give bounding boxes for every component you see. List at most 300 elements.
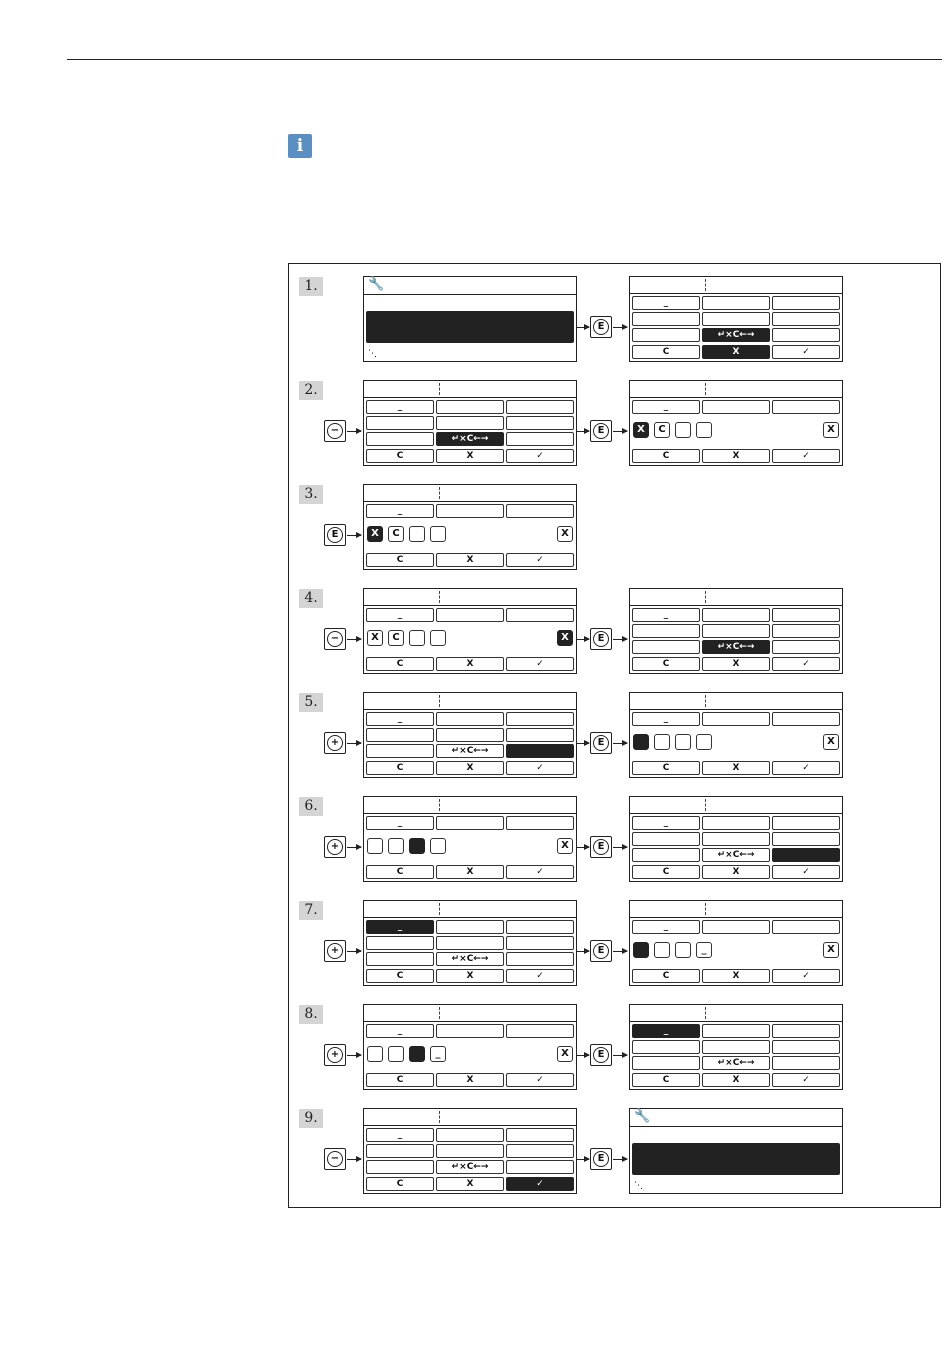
keypad-cell — [436, 816, 504, 830]
step-number: 5. — [299, 693, 323, 712]
edit-row — [633, 734, 839, 752]
cancel-button: X — [702, 345, 770, 359]
keypad-screen — [629, 1004, 843, 1090]
flow-arrow — [613, 743, 627, 744]
keypad-cell — [772, 608, 840, 622]
keypad-cell — [436, 920, 504, 934]
clear-button: C — [366, 761, 434, 775]
edit-box — [367, 838, 383, 854]
header-divider — [439, 695, 440, 707]
plus-key — [324, 1044, 346, 1066]
keypad-screen — [629, 276, 843, 362]
header-divider — [705, 383, 706, 395]
plus-key-glyph: + — [327, 1047, 343, 1063]
plus-key-glyph: + — [327, 735, 343, 751]
edit-box — [409, 838, 425, 854]
keypad-cell — [506, 1128, 574, 1142]
edit-screen — [363, 484, 577, 570]
edit-box: X — [367, 526, 383, 542]
step-number: 1. — [299, 277, 323, 296]
step-number: 9. — [299, 1109, 323, 1128]
enter-key — [590, 940, 612, 962]
enter-key-glyph: E — [593, 631, 609, 647]
ok-button: ✓ — [772, 761, 840, 775]
keypad-cell — [772, 816, 840, 830]
clear-button: C — [632, 1073, 700, 1087]
keypad-cell — [702, 608, 770, 622]
keypad-cell — [436, 1024, 504, 1038]
cancel-button: X — [436, 969, 504, 983]
clear-button: C — [366, 969, 434, 983]
keypad-cell — [772, 624, 840, 638]
menu-screen — [629, 1108, 843, 1194]
keypad-cell — [506, 920, 574, 934]
keypad-cell: _ — [632, 920, 700, 934]
minus-key — [324, 420, 346, 442]
plus-key-glyph: + — [327, 839, 343, 855]
cancel-icon: X — [823, 422, 839, 438]
keypad-cell: ↵×C←→ — [436, 1160, 504, 1174]
edit-row — [633, 942, 839, 960]
edit-box — [388, 838, 404, 854]
ok-button: ✓ — [772, 969, 840, 983]
keypad-cell — [506, 816, 574, 830]
keypad-screen — [629, 588, 843, 674]
edit-box — [654, 942, 670, 958]
flow-arrow — [577, 431, 589, 432]
flow-arrow — [347, 1159, 361, 1160]
keypad-cell — [506, 416, 574, 430]
cancel-icon: X — [557, 526, 573, 542]
flow-arrow — [347, 431, 361, 432]
keypad-cell — [366, 1160, 434, 1174]
edit-box — [409, 630, 425, 646]
clear-button: C — [366, 449, 434, 463]
flow-arrow — [347, 847, 361, 848]
keypad-cell — [702, 712, 770, 726]
keypad-cell: _ — [366, 400, 434, 414]
cancel-icon: X — [823, 734, 839, 750]
keypad-cell — [436, 712, 504, 726]
enter-key — [590, 1044, 612, 1066]
scroll-indicator-icon: ⋱ — [634, 1181, 643, 1191]
keypad-cell — [702, 312, 770, 326]
keypad-cell — [632, 1056, 700, 1070]
ok-button: ✓ — [506, 969, 574, 983]
keypad-screen — [363, 900, 577, 986]
cancel-icon: X — [557, 630, 573, 646]
keypad-cell — [702, 920, 770, 934]
keypad-cell: ↵×C←→ — [436, 432, 504, 446]
flow-arrow — [613, 847, 627, 848]
header-rule — [67, 59, 942, 60]
edit-box — [430, 526, 446, 542]
cancel-icon: X — [823, 942, 839, 958]
keypad-cell: ↵×C←→ — [702, 1056, 770, 1070]
cancel-button: X — [436, 1177, 504, 1191]
keypad-cell — [436, 728, 504, 742]
edit-box — [430, 630, 446, 646]
flow-arrow — [347, 743, 361, 744]
flow-arrow — [347, 535, 361, 536]
header-divider — [439, 903, 440, 915]
keypad-cell — [366, 728, 434, 742]
clear-button: C — [366, 1073, 434, 1087]
keypad-cell — [772, 1024, 840, 1038]
keypad-cell — [632, 1040, 700, 1054]
header-divider — [439, 591, 440, 603]
flow-arrow — [613, 327, 627, 328]
screen-header — [364, 381, 576, 398]
ok-button: ✓ — [506, 1177, 574, 1191]
keypad-cell — [506, 728, 574, 742]
keypad-cell — [772, 1056, 840, 1070]
cancel-button: X — [436, 1073, 504, 1087]
screen-header — [364, 277, 576, 295]
header-divider — [705, 695, 706, 707]
keypad-cell — [506, 400, 574, 414]
edit-row — [367, 630, 573, 648]
ok-button: ✓ — [506, 865, 574, 879]
keypad-cell — [702, 816, 770, 830]
cancel-button: X — [436, 553, 504, 567]
edit-box — [654, 734, 670, 750]
keypad-cell — [632, 640, 700, 654]
keypad-cell — [772, 920, 840, 934]
cancel-button: X — [436, 865, 504, 879]
cancel-icon: X — [557, 1046, 573, 1062]
keypad-cell — [436, 1144, 504, 1158]
step-number: 7. — [299, 901, 323, 920]
keypad-cell — [772, 640, 840, 654]
minus-key-glyph: − — [327, 423, 343, 439]
flow-arrow — [347, 1055, 361, 1056]
keypad-cell — [772, 328, 840, 342]
selected-row — [632, 1143, 840, 1175]
header-divider — [705, 1007, 706, 1019]
screen-header — [364, 901, 576, 918]
step-number: 8. — [299, 1005, 323, 1024]
clear-button: C — [632, 345, 700, 359]
keypad-cell — [702, 400, 770, 414]
keypad-cell — [366, 432, 434, 446]
clear-button: C — [632, 657, 700, 671]
keypad-cell: _ — [632, 400, 700, 414]
enter-key — [590, 316, 612, 338]
keypad-screen — [629, 796, 843, 882]
cancel-button: X — [702, 449, 770, 463]
minus-key — [324, 1148, 346, 1170]
cancel-button: X — [436, 657, 504, 671]
edit-box — [409, 1046, 425, 1062]
screen-header — [630, 381, 842, 398]
ok-button: ✓ — [506, 657, 574, 671]
screen-header — [630, 1005, 842, 1022]
edit-box: _ — [430, 1046, 446, 1062]
screen-header — [630, 277, 842, 294]
plus-key — [324, 732, 346, 754]
keypad-cell — [772, 400, 840, 414]
clear-button: C — [366, 657, 434, 671]
keypad-cell — [506, 1160, 574, 1174]
enter-key — [590, 1148, 612, 1170]
enter-key — [590, 836, 612, 858]
header-divider — [439, 1007, 440, 1019]
edit-screen — [629, 692, 843, 778]
keypad-cell — [772, 712, 840, 726]
enter-key-glyph: E — [593, 319, 609, 335]
keypad-cell — [702, 624, 770, 638]
keypad-cell — [702, 296, 770, 310]
cancel-button: X — [702, 761, 770, 775]
edit-box — [430, 838, 446, 854]
screen-header — [630, 693, 842, 710]
keypad-cell — [506, 432, 574, 446]
keypad-cell — [506, 1144, 574, 1158]
menu-screen — [363, 276, 577, 362]
enter-key-glyph: E — [593, 1151, 609, 1167]
flow-arrow — [347, 639, 361, 640]
edit-row — [367, 1046, 573, 1064]
flow-arrow — [577, 639, 589, 640]
step-number: 3. — [299, 485, 323, 504]
header-divider — [439, 383, 440, 395]
keypad-cell — [772, 832, 840, 846]
scroll-indicator-icon: ⋱ — [368, 349, 377, 359]
keypad-cell: _ — [366, 1024, 434, 1038]
keypad-cell: ↵×C←→ — [702, 328, 770, 342]
keypad-cell: ↵×C←→ — [702, 640, 770, 654]
clear-button: C — [366, 1177, 434, 1191]
enter-key-glyph: E — [593, 839, 609, 855]
keypad-cell: _ — [366, 712, 434, 726]
flow-arrow — [577, 327, 589, 328]
clear-button: C — [366, 553, 434, 567]
keypad-cell — [506, 952, 574, 966]
plus-key-glyph: + — [327, 943, 343, 959]
edit-box: C — [388, 526, 404, 542]
enter-key-glyph: E — [593, 943, 609, 959]
ok-button: ✓ — [506, 761, 574, 775]
ok-button: ✓ — [506, 1073, 574, 1087]
keypad-cell — [366, 936, 434, 950]
header-divider — [439, 1111, 440, 1123]
header-divider — [705, 903, 706, 915]
keypad-cell — [436, 416, 504, 430]
keypad-screen — [363, 1108, 577, 1194]
keypad-cell — [632, 624, 700, 638]
edit-box: X — [367, 630, 383, 646]
ok-button: ✓ — [772, 449, 840, 463]
edit-box: _ — [696, 942, 712, 958]
edit-box: C — [388, 630, 404, 646]
screen-header — [364, 1005, 576, 1022]
edit-box — [675, 422, 691, 438]
screen-header — [364, 693, 576, 710]
minus-key — [324, 628, 346, 650]
cancel-icon: X — [557, 838, 573, 854]
enter-key — [590, 732, 612, 754]
enter-key — [590, 628, 612, 650]
flow-arrow — [577, 1055, 589, 1056]
keypad-cell — [772, 848, 840, 862]
wrench-icon: 🔧 — [368, 277, 385, 292]
keypad-cell — [366, 952, 434, 966]
header-divider — [705, 279, 706, 291]
keypad-screen — [363, 380, 577, 466]
edit-screen — [363, 1004, 577, 1090]
cancel-button: X — [702, 969, 770, 983]
keypad-cell — [506, 504, 574, 518]
screen-header — [364, 797, 576, 814]
cancel-button: X — [436, 761, 504, 775]
edit-box — [388, 1046, 404, 1062]
keypad-cell — [772, 296, 840, 310]
keypad-cell: _ — [632, 608, 700, 622]
edit-box — [633, 942, 649, 958]
keypad-cell: ↵×C←→ — [436, 744, 504, 758]
step-number: 2. — [299, 381, 323, 400]
keypad-cell — [772, 1040, 840, 1054]
edit-screen — [363, 588, 577, 674]
edit-box — [409, 526, 425, 542]
flow-arrow — [347, 951, 361, 952]
edit-row — [367, 526, 573, 544]
keypad-cell — [366, 416, 434, 430]
edit-box — [696, 734, 712, 750]
edit-screen — [363, 796, 577, 882]
minus-key-glyph: − — [327, 1151, 343, 1167]
keypad-cell — [506, 744, 574, 758]
keypad-cell: _ — [632, 1024, 700, 1038]
keypad-cell: _ — [366, 920, 434, 934]
screen-header — [364, 589, 576, 606]
clear-button: C — [632, 761, 700, 775]
step-number: 6. — [299, 797, 323, 816]
edit-screen — [629, 900, 843, 986]
edit-box — [633, 734, 649, 750]
keypad-cell — [632, 832, 700, 846]
enter-key-glyph: E — [593, 1047, 609, 1063]
header-divider — [705, 591, 706, 603]
keypad-cell — [366, 744, 434, 758]
edit-screen — [629, 380, 843, 466]
screen-header — [630, 797, 842, 814]
keypad-cell: _ — [366, 1128, 434, 1142]
cancel-button: X — [702, 1073, 770, 1087]
clear-button: C — [366, 865, 434, 879]
ok-button: ✓ — [506, 553, 574, 567]
flow-arrow — [613, 951, 627, 952]
cancel-button: X — [702, 657, 770, 671]
ok-button: ✓ — [772, 657, 840, 671]
enter-key-glyph: E — [593, 423, 609, 439]
enter-key-glyph: E — [327, 527, 343, 543]
keypad-cell — [436, 608, 504, 622]
enter-key — [324, 524, 346, 546]
keypad-cell — [632, 848, 700, 862]
screen-header — [364, 485, 576, 502]
keypad-cell — [702, 1040, 770, 1054]
screen-header — [630, 589, 842, 606]
flow-arrow — [577, 1159, 589, 1160]
edit-box — [696, 422, 712, 438]
edit-box: C — [654, 422, 670, 438]
cancel-button: X — [436, 449, 504, 463]
keypad-cell — [632, 328, 700, 342]
flow-arrow — [577, 743, 589, 744]
clear-button: C — [632, 865, 700, 879]
keypad-cell — [506, 608, 574, 622]
keypad-cell — [702, 1024, 770, 1038]
keypad-cell — [436, 400, 504, 414]
flow-arrow — [577, 951, 589, 952]
step-number: 4. — [299, 589, 323, 608]
ok-button: ✓ — [772, 345, 840, 359]
keypad-cell — [436, 504, 504, 518]
edit-row — [633, 422, 839, 440]
header-divider — [439, 487, 440, 499]
selected-row — [366, 311, 574, 343]
edit-box — [675, 942, 691, 958]
ok-button: ✓ — [772, 1073, 840, 1087]
edit-box — [675, 734, 691, 750]
flow-arrow — [613, 431, 627, 432]
flow-arrow — [577, 847, 589, 848]
keypad-screen — [363, 692, 577, 778]
keypad-cell — [436, 936, 504, 950]
header-divider — [439, 799, 440, 811]
keypad-cell: _ — [366, 504, 434, 518]
header-divider — [705, 799, 706, 811]
clear-button: C — [632, 969, 700, 983]
keypad-cell — [366, 1144, 434, 1158]
keypad-cell — [506, 712, 574, 726]
keypad-cell: ↵×C←→ — [702, 848, 770, 862]
ok-button: ✓ — [772, 865, 840, 879]
edit-box: X — [633, 422, 649, 438]
wrench-icon: 🔧 — [634, 1109, 651, 1124]
keypad-cell: _ — [632, 296, 700, 310]
enter-key-glyph: E — [593, 735, 609, 751]
enter-key — [590, 420, 612, 442]
keypad-cell — [632, 312, 700, 326]
keypad-cell: _ — [632, 816, 700, 830]
keypad-cell — [506, 1024, 574, 1038]
keypad-cell — [702, 832, 770, 846]
plus-key — [324, 940, 346, 962]
keypad-cell — [772, 312, 840, 326]
flow-arrow — [613, 639, 627, 640]
plus-key — [324, 836, 346, 858]
screen-header — [630, 901, 842, 918]
minus-key-glyph: − — [327, 631, 343, 647]
keypad-cell — [506, 936, 574, 950]
keypad-cell — [436, 1128, 504, 1142]
keypad-cell: _ — [366, 608, 434, 622]
edit-box — [367, 1046, 383, 1062]
flow-arrow — [613, 1159, 627, 1160]
keypad-cell: _ — [366, 816, 434, 830]
cancel-button: X — [702, 865, 770, 879]
edit-row — [367, 838, 573, 856]
ok-button: ✓ — [506, 449, 574, 463]
screen-header — [364, 1109, 576, 1126]
clear-button: C — [632, 449, 700, 463]
info-icon: i — [288, 134, 312, 158]
keypad-cell: _ — [632, 712, 700, 726]
screen-header — [630, 1109, 842, 1127]
